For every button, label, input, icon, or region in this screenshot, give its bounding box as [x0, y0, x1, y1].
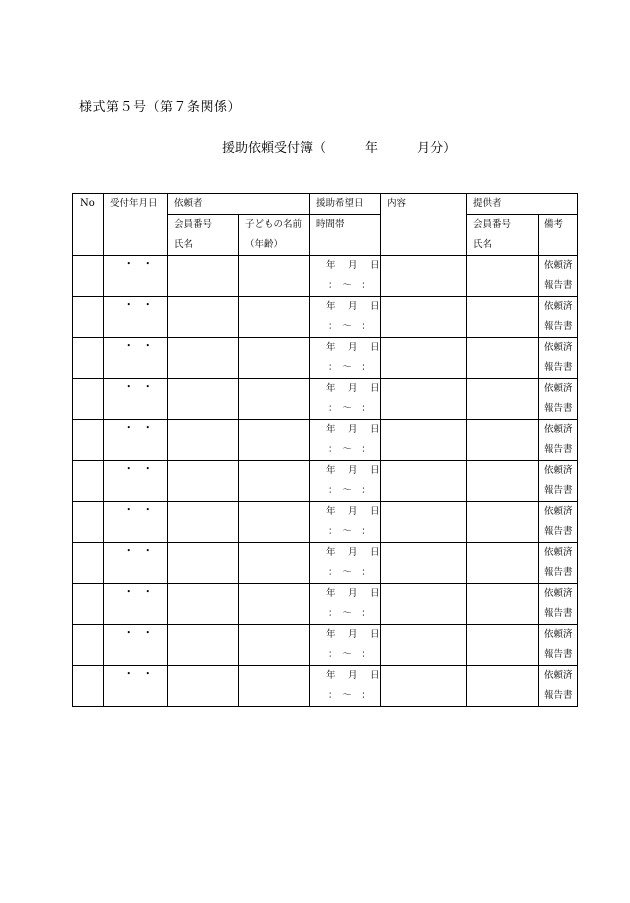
- cell-content: [381, 666, 467, 707]
- cell-requester: [168, 256, 239, 297]
- time-label: ： ～ ：: [328, 485, 371, 496]
- date-dots: ・ ・: [124, 300, 153, 311]
- cell-child: [239, 338, 310, 379]
- time-label: ： ～ ：: [328, 690, 371, 701]
- cell-reception-date: [104, 666, 168, 707]
- cell-child: [239, 297, 310, 338]
- cell-no: [73, 256, 104, 297]
- remark-report: 報告書: [544, 690, 573, 701]
- ymd-label: 年 月 日: [326, 588, 380, 599]
- time-label: ： ～ ：: [328, 567, 371, 578]
- cell-reception-date: [104, 379, 168, 420]
- time-label: ： ～ ：: [328, 321, 371, 332]
- cell-no: [73, 502, 104, 543]
- date-dots: ・ ・: [124, 546, 153, 557]
- time-label: ： ～ ：: [328, 403, 371, 414]
- cell-requester: [168, 666, 239, 707]
- cell-remarks: [539, 502, 578, 543]
- cell-reception-date: [104, 543, 168, 584]
- remark-requested: 依頼済: [544, 629, 573, 640]
- cell-child: [239, 461, 310, 502]
- date-dots: ・ ・: [124, 423, 153, 434]
- cell-provider: [467, 666, 539, 707]
- cell-requester: [168, 379, 239, 420]
- cell-desired-date: [310, 584, 381, 625]
- cell-no: [73, 297, 104, 338]
- remark-requested: 依頼済: [544, 342, 573, 353]
- ymd-label: 年 月 日: [326, 547, 380, 558]
- cell-desired-date: [310, 625, 381, 666]
- cell-no: [73, 666, 104, 707]
- cell-requester: [168, 461, 239, 502]
- cell-desired-date: [310, 338, 381, 379]
- remark-report: 報告書: [544, 649, 573, 660]
- cell-desired-date: [310, 256, 381, 297]
- cell-content: [381, 297, 467, 338]
- cell-remarks: [539, 666, 578, 707]
- remark-report: 報告書: [544, 280, 573, 291]
- remark-report: 報告書: [544, 485, 573, 496]
- cell-requester: [168, 338, 239, 379]
- title-year: 年: [365, 141, 379, 156]
- table-row: [73, 420, 578, 461]
- header-member-number-2: 会員番号: [473, 219, 512, 230]
- cell-requester: [168, 297, 239, 338]
- cell-no: [73, 584, 104, 625]
- remark-requested: 依頼済: [544, 424, 573, 435]
- title-month: 月分）: [417, 141, 457, 156]
- cell-reception-date: [104, 297, 168, 338]
- cell-reception-date: [104, 502, 168, 543]
- cell-provider: [467, 584, 539, 625]
- cell-child: [239, 584, 310, 625]
- cell-remarks: [539, 625, 578, 666]
- remark-requested: 依頼済: [544, 383, 573, 394]
- header-no: No: [73, 194, 104, 256]
- cell-provider: [467, 625, 539, 666]
- ymd-label: 年 月 日: [326, 342, 380, 353]
- cell-requester: [168, 625, 239, 666]
- cell-provider: [467, 338, 539, 379]
- cell-no: [73, 338, 104, 379]
- header-time-slot-label: 時間帯: [316, 219, 345, 230]
- cell-content: [381, 379, 467, 420]
- table-row: [73, 502, 578, 543]
- cell-child: [239, 256, 310, 297]
- header-member-number-1: 会員番号: [174, 219, 213, 230]
- cell-remarks: [539, 420, 578, 461]
- header-content: 内容: [381, 194, 467, 256]
- ymd-label: 年 月 日: [326, 506, 380, 517]
- header-name-1: 氏名: [174, 239, 194, 250]
- table-row: [73, 666, 578, 707]
- ymd-label: 年 月 日: [326, 465, 380, 476]
- header-name-2: 氏名: [473, 239, 493, 250]
- cell-content: [381, 461, 467, 502]
- header-row-1: [73, 194, 578, 215]
- cell-reception-date: [104, 461, 168, 502]
- ymd-label: 年 月 日: [326, 629, 380, 640]
- cell-child: [239, 420, 310, 461]
- cell-no: [73, 543, 104, 584]
- cell-content: [381, 420, 467, 461]
- page-title: [222, 137, 456, 156]
- table-row: [73, 461, 578, 502]
- header-child: [239, 215, 310, 256]
- cell-provider: [467, 543, 539, 584]
- cell-provider: [467, 256, 539, 297]
- header-child-age: （年齢）: [245, 239, 284, 250]
- cell-reception-date: [104, 420, 168, 461]
- cell-content: [381, 338, 467, 379]
- time-label: ： ～ ：: [328, 444, 371, 455]
- cell-reception-date: [104, 338, 168, 379]
- cell-child: [239, 666, 310, 707]
- cell-remarks: [539, 584, 578, 625]
- date-dots: ・ ・: [124, 382, 153, 393]
- date-dots: ・ ・: [124, 505, 153, 516]
- cell-remarks: [539, 256, 578, 297]
- cell-content: [381, 625, 467, 666]
- header-child-name: 子どもの名前: [245, 219, 303, 230]
- remark-report: 報告書: [544, 567, 573, 578]
- cell-requester: [168, 543, 239, 584]
- date-dots: ・ ・: [124, 259, 153, 270]
- header-provider-member: [467, 215, 539, 256]
- cell-remarks: [539, 379, 578, 420]
- date-dots: ・ ・: [124, 587, 153, 598]
- cell-desired-date: [310, 461, 381, 502]
- remark-requested: 依頼済: [544, 670, 573, 681]
- header-desired-date: 援助希望日: [310, 194, 381, 215]
- remark-report: 報告書: [544, 362, 573, 373]
- cell-remarks: [539, 461, 578, 502]
- header-time-slot: [310, 215, 381, 256]
- date-dots: ・ ・: [124, 669, 153, 680]
- cell-child: [239, 502, 310, 543]
- cell-content: [381, 543, 467, 584]
- cell-content: [381, 584, 467, 625]
- cell-desired-date: [310, 379, 381, 420]
- remark-requested: 依頼済: [544, 506, 573, 517]
- cell-remarks: [539, 338, 578, 379]
- table-row: [73, 338, 578, 379]
- cell-provider: [467, 461, 539, 502]
- header-remarks-label: 備考: [544, 219, 564, 230]
- cell-requester: [168, 502, 239, 543]
- cell-child: [239, 379, 310, 420]
- remark-report: 報告書: [544, 403, 573, 414]
- cell-provider: [467, 297, 539, 338]
- cell-no: [73, 625, 104, 666]
- date-dots: ・ ・: [124, 628, 153, 639]
- cell-reception-date: [104, 584, 168, 625]
- header-requester-member: [168, 215, 239, 256]
- remark-requested: 依頼済: [544, 301, 573, 312]
- table-row: [73, 297, 578, 338]
- cell-no: [73, 379, 104, 420]
- cell-desired-date: [310, 297, 381, 338]
- cell-desired-date: [310, 543, 381, 584]
- cell-no: [73, 420, 104, 461]
- ymd-label: 年 月 日: [326, 260, 380, 271]
- cell-content: [381, 502, 467, 543]
- header-provider: 提供者: [467, 194, 578, 215]
- table-row: [73, 543, 578, 584]
- ymd-label: 年 月 日: [326, 424, 380, 435]
- time-label: ： ～ ：: [328, 649, 371, 660]
- time-label: ： ～ ：: [328, 362, 371, 373]
- remark-report: 報告書: [544, 321, 573, 332]
- cell-remarks: [539, 543, 578, 584]
- title-prefix: 援助依頼受付簿（: [222, 141, 327, 156]
- header-remarks: [539, 215, 578, 256]
- cell-desired-date: [310, 420, 381, 461]
- cell-child: [239, 543, 310, 584]
- remark-requested: 依頼済: [544, 547, 573, 558]
- date-dots: ・ ・: [124, 464, 153, 475]
- cell-reception-date: [104, 625, 168, 666]
- time-label: ： ～ ：: [328, 280, 371, 291]
- cell-requester: [168, 584, 239, 625]
- cell-provider: [467, 502, 539, 543]
- remark-report: 報告書: [544, 444, 573, 455]
- cell-provider: [467, 379, 539, 420]
- date-dots: ・ ・: [124, 341, 153, 352]
- cell-remarks: [539, 297, 578, 338]
- form-number: 様式第５号（第７条関係）: [79, 100, 242, 115]
- remark-requested: 依頼済: [544, 260, 573, 271]
- cell-no: [73, 461, 104, 502]
- cell-desired-date: [310, 666, 381, 707]
- cell-content: [381, 256, 467, 297]
- header-requester: 依頼者: [168, 194, 310, 215]
- remark-report: 報告書: [544, 526, 573, 537]
- cell-requester: [168, 420, 239, 461]
- header-reception-date: 受付年月日: [104, 194, 168, 256]
- cell-reception-date: [104, 256, 168, 297]
- time-label: ： ～ ：: [328, 526, 371, 537]
- reception-register-table: [72, 193, 578, 707]
- table-row: [73, 584, 578, 625]
- remark-requested: 依頼済: [544, 465, 573, 476]
- ymd-label: 年 月 日: [326, 301, 380, 312]
- table-row: [73, 625, 578, 666]
- cell-child: [239, 625, 310, 666]
- ymd-label: 年 月 日: [326, 383, 380, 394]
- cell-provider: [467, 420, 539, 461]
- time-label: ： ～ ：: [328, 608, 371, 619]
- table-row: [73, 256, 578, 297]
- remark-requested: 依頼済: [544, 588, 573, 599]
- table-row: [73, 379, 578, 420]
- cell-desired-date: [310, 502, 381, 543]
- remark-report: 報告書: [544, 608, 573, 619]
- ymd-label: 年 月 日: [326, 670, 380, 681]
